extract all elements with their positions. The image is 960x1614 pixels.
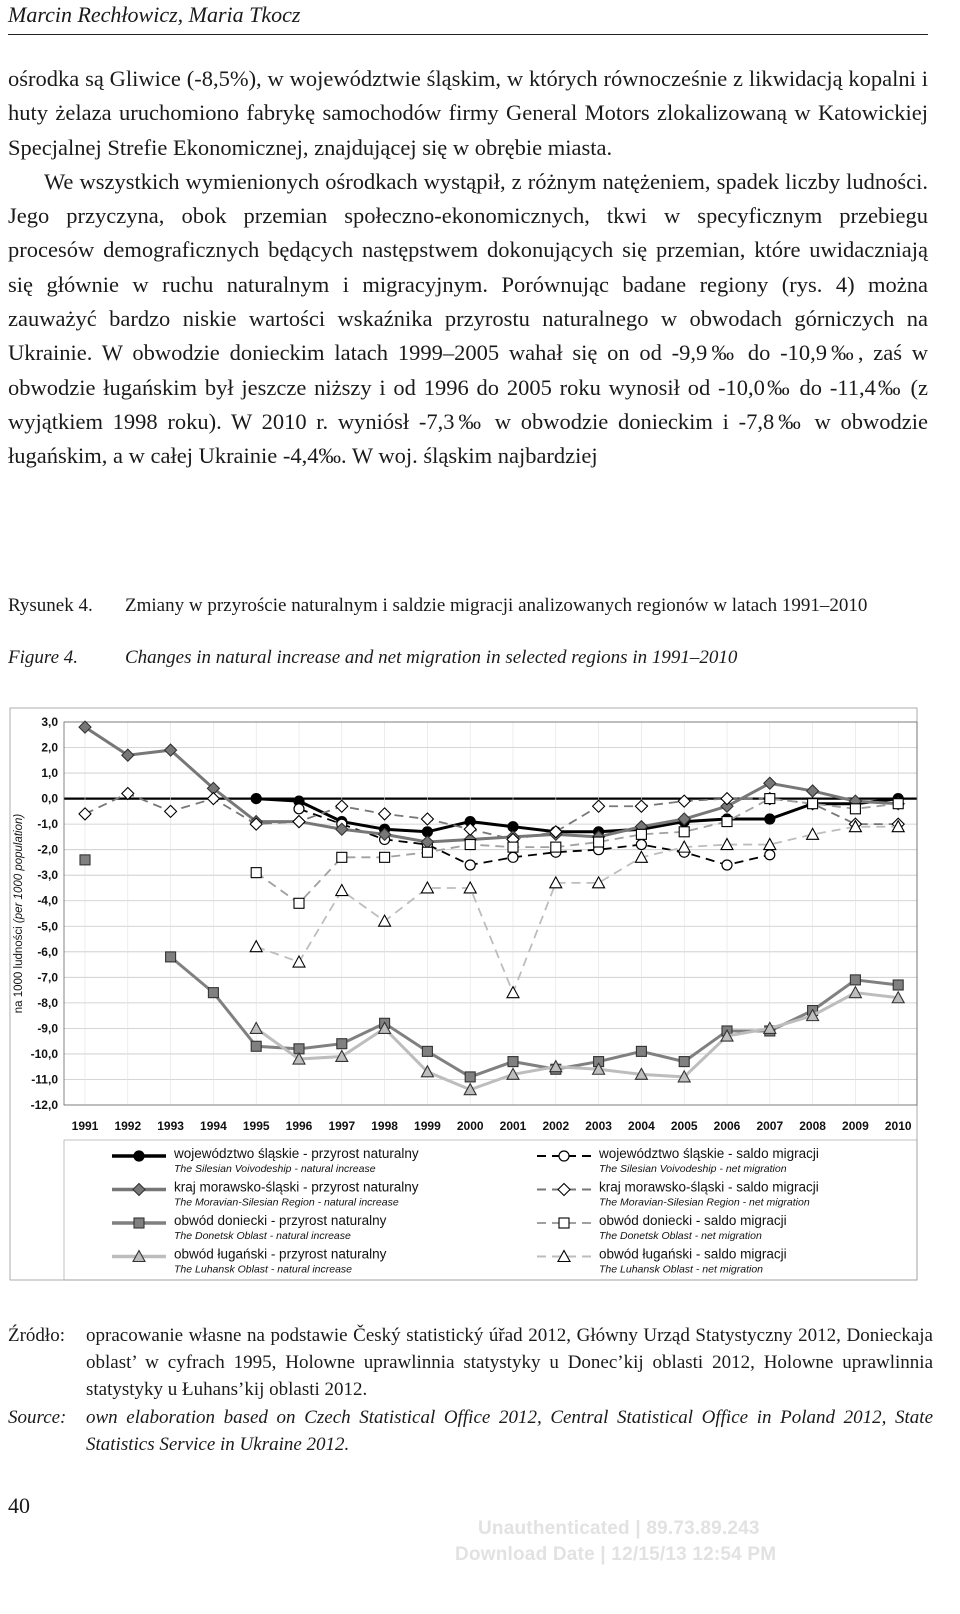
y-tick-label: 2,0 [41, 740, 58, 755]
legend-swatch-marker [134, 1151, 144, 1161]
watermark-line-2: Download Date | 12/15/13 12:54 PM [455, 1544, 777, 1565]
y-tick-label: -4,0 [37, 893, 58, 908]
header-rule [8, 34, 928, 35]
data-point [807, 785, 819, 797]
caption-text-en: Changes in natural increase and net migration in selected regions in 1991–2010 [125, 647, 738, 668]
data-point [850, 804, 860, 814]
data-point [336, 800, 348, 812]
legend-label: obwód ługański - saldo migracji [599, 1246, 787, 1262]
legend-item [112, 1213, 387, 1242]
y-tick-label: -7,0 [37, 970, 58, 985]
data-point [593, 800, 605, 812]
legend-label: obwód ługański - przyrost naturalny [174, 1246, 387, 1262]
series-line [256, 993, 898, 1090]
x-tick-label: 2003 [585, 1119, 612, 1133]
y-tick-label: 0,0 [41, 791, 58, 806]
x-tick-label: 2010 [884, 1119, 912, 1133]
y-tick-label: 1,0 [41, 766, 58, 781]
y-tick-label: -1,0 [37, 817, 58, 832]
data-point [765, 794, 775, 804]
series-5 [80, 855, 903, 1082]
y-tick-label: -10,0 [30, 1046, 58, 1061]
legend-label-en: The Donetsk Oblast - net migration [599, 1230, 762, 1242]
watermark-line-1: Unauthenticated | 89.73.89.243 [478, 1518, 760, 1539]
legend-swatch-marker [558, 1184, 570, 1196]
legend-item [112, 1247, 387, 1276]
data-point [380, 852, 390, 862]
data-point [294, 898, 304, 908]
data-point [251, 868, 261, 878]
data-point [79, 808, 91, 820]
x-tick-label: 2001 [499, 1119, 527, 1133]
data-point [465, 840, 475, 850]
legend-swatch-marker [559, 1218, 569, 1228]
data-point [507, 987, 519, 998]
y-tick-label: -12,0 [30, 1098, 58, 1112]
data-point [250, 941, 262, 952]
y-tick-label: -8,0 [37, 995, 58, 1010]
data-point [722, 817, 732, 827]
y-tick-label: -11,0 [31, 1072, 58, 1087]
legend-label-en: The Luhansk Oblast - net migration [599, 1263, 764, 1276]
figure-caption-pl [8, 593, 933, 619]
data-point [722, 860, 732, 870]
x-tick-label: 2005 [670, 1119, 698, 1133]
y-axis-label-pl: na 1000 ludności [13, 923, 25, 1014]
chart-series [79, 721, 904, 1095]
source-label-pl: Źródło: [8, 1325, 65, 1346]
legend-label-en: The Silesian Voivodeship - natural increase [174, 1163, 376, 1175]
x-tick-label: 1996 [285, 1119, 313, 1133]
source-note-en [8, 1404, 933, 1458]
x-tick-label: 1995 [242, 1119, 270, 1133]
line-chart [0, 700, 960, 1290]
data-point [379, 808, 391, 820]
data-point [893, 980, 903, 990]
x-tick-label: 2007 [756, 1119, 784, 1133]
data-point [808, 799, 818, 809]
legend-swatch-marker [134, 1218, 144, 1228]
data-point [764, 777, 776, 789]
running-head: Marcin Rechłowicz, Maria Tkocz [8, 2, 301, 27]
legend-label: kraj morawsko-śląski - przyrost naturalny [174, 1179, 419, 1195]
x-tick-label: 2009 [842, 1119, 869, 1133]
data-point [421, 882, 433, 893]
plot-area-border [64, 722, 917, 1105]
series-8 [250, 821, 904, 998]
data-point [551, 842, 561, 852]
legend-item [537, 1213, 787, 1242]
source-label-en: Source: [8, 1407, 67, 1428]
data-point [337, 852, 347, 862]
x-tick-label: 2008 [799, 1119, 826, 1133]
legend-label-en: The Donetsk Oblast - natural increase [174, 1230, 351, 1242]
series-3 [79, 721, 904, 848]
caption-label-en: Figure 4. [8, 647, 79, 668]
x-tick-label: 1997 [328, 1119, 356, 1133]
y-axis-label [13, 814, 25, 1014]
data-point [765, 850, 775, 860]
legend-item [112, 1180, 419, 1209]
data-point [465, 1072, 475, 1082]
source-text-en: own elaboration based on Czech Statistical Office 2012, Central Statistical Office in Poland 2012, State Statistics Service in Ukraine 2012. [86, 1407, 933, 1455]
legend-item [537, 1180, 819, 1209]
data-point [807, 828, 819, 839]
series-line [256, 799, 898, 832]
y-axis-label-en: (per 1000 population) [13, 813, 25, 924]
chart-legend [64, 1140, 917, 1280]
data-point [508, 842, 518, 852]
data-point [250, 1022, 262, 1033]
y-tick-label: 3,0 [41, 715, 58, 729]
paragraph-1: ośrodka są Gliwice (-8,5%), w województwie śląskim, w których równocześnie z likwidacją kopalni i huty żelaza uruchomiono fabrykę samochodów firmy General Motors zlokalizowaną w Katowickiej Specjalnej Strefie Ekonomicznej, znajdującej się w obrębie miasta. [8, 66, 928, 160]
body-text [8, 62, 928, 474]
x-tick-label: 1999 [414, 1119, 441, 1133]
source-note-pl [8, 1322, 933, 1403]
x-tick-label: 2002 [542, 1119, 570, 1133]
y-tick-label: -5,0 [37, 919, 58, 934]
source-text-pl: opracowanie własne na podstawie Český statistický úřad 2012, Główny Urząd Statystyczny 2012, Donieckaja oblast’ w cyfrach 1995, Holowne uprawlinnia statystyky u Donec’kij oblasti 2012, Holowne uprawlinnia statystyky u Łuhans’kij oblasti 2012. [86, 1325, 933, 1400]
legend-label-en: The Moravian-Silesian Region - net migration [599, 1196, 810, 1209]
data-point [251, 794, 261, 804]
data-point [165, 805, 177, 817]
legend-label-en: The Moravian-Silesian Region - natural increase [174, 1196, 399, 1209]
data-point [337, 1039, 347, 1049]
data-point [422, 1046, 432, 1056]
legend-swatch-marker [559, 1151, 569, 1161]
page-number: 40 [8, 1493, 30, 1518]
data-point [893, 799, 903, 809]
data-point [850, 975, 860, 985]
data-point [508, 1057, 518, 1067]
x-tick-label: 1998 [371, 1119, 398, 1133]
x-tick-label: 2006 [713, 1119, 741, 1133]
legend-label: obwód doniecki - przyrost naturalny [174, 1213, 387, 1228]
legend-item [537, 1247, 787, 1276]
data-point [465, 860, 475, 870]
x-tick-label: 2000 [456, 1119, 484, 1133]
legend-label: województwo śląskie - przyrost naturalny [174, 1146, 419, 1161]
legend-label-en: The Silesian Voivodeship - net migration [599, 1163, 787, 1175]
y-tick-label: -9,0 [37, 1021, 58, 1036]
legend-item [112, 1146, 419, 1175]
data-point [679, 827, 689, 837]
data-point [251, 1041, 261, 1051]
data-point [207, 793, 219, 805]
chart-axes [13, 715, 917, 1133]
data-point [293, 956, 305, 967]
data-point [508, 852, 518, 862]
legend-swatch-marker [133, 1184, 145, 1196]
x-tick-label: 1993 [157, 1119, 184, 1133]
caption-text-pl: Zmiany w przyroście naturalnym i saldzie migracji analizowanych regionów w latach 1991–2010 [125, 595, 868, 616]
y-tick-label: -3,0 [37, 868, 58, 883]
x-tick-label: 1994 [200, 1119, 227, 1133]
data-point [594, 837, 604, 847]
legend-label: kraj morawsko-śląski - saldo migracji [599, 1179, 819, 1195]
data-point [421, 813, 433, 825]
x-tick-label: 1992 [114, 1119, 142, 1133]
data-point [635, 800, 647, 812]
data-point [208, 988, 218, 998]
y-tick-label: -6,0 [37, 944, 58, 959]
data-point [336, 885, 348, 896]
legend-item [537, 1146, 819, 1175]
x-tick-label: 1991 [71, 1119, 99, 1133]
data-point [80, 855, 90, 865]
data-point [422, 847, 432, 857]
x-tick-label: 2004 [628, 1119, 655, 1133]
data-point [166, 952, 176, 962]
data-point [636, 829, 646, 839]
legend-label: obwód doniecki - saldo migracji [599, 1213, 787, 1228]
y-tick-label: -2,0 [37, 842, 58, 857]
caption-label-pl: Rysunek 4. [8, 595, 93, 616]
legend-label-en: The Luhansk Oblast - natural increase [174, 1263, 353, 1276]
paragraph-2: We wszystkich wymienionych ośrodkach wystąpił, z różnym natężeniem, spadek liczby ludności. Jego przyczyna, obok przemian społeczno-ekonomicznych, tkwi w specyficznym przebiegu procesów demograficznych będących następstwem dokonujących się przemian, które uwidaczniają się głównie w ruchu naturalnym i migracyjnym. Porównując badane regiony (rys. 4) można zauważyć bardzo niskie wartości wskaźnika przyrostu naturalnego w obwodach górniczych na Ukrainie. W obwodzie donieckim latach 1999–2005 wahał się on od -9,9‰ do -10,9‰, zaś w obwodzie ługańskim był jeszcze niższy i od 1996 do 2005 roku wynosił od -10,0‰ do -11,4‰ (z wyjątkiem 1998 roku). W 2010 r. wyniósł -7,3‰ w obwodzie donieckim i -7,8‰ w obwodzie ługańskim, a w całej Ukrainie -4,4‰. W woj. śląskim najbardziej [8, 168, 928, 469]
data-point [294, 804, 304, 814]
data-point [678, 795, 690, 807]
legend-label: województwo śląskie - saldo migracji [599, 1146, 819, 1161]
data-point [293, 816, 305, 828]
data-point [679, 1057, 689, 1067]
figure-caption-en [8, 645, 933, 671]
series-line [171, 957, 899, 1077]
data-point [636, 840, 646, 850]
data-point [636, 1046, 646, 1056]
data-point [765, 814, 775, 824]
